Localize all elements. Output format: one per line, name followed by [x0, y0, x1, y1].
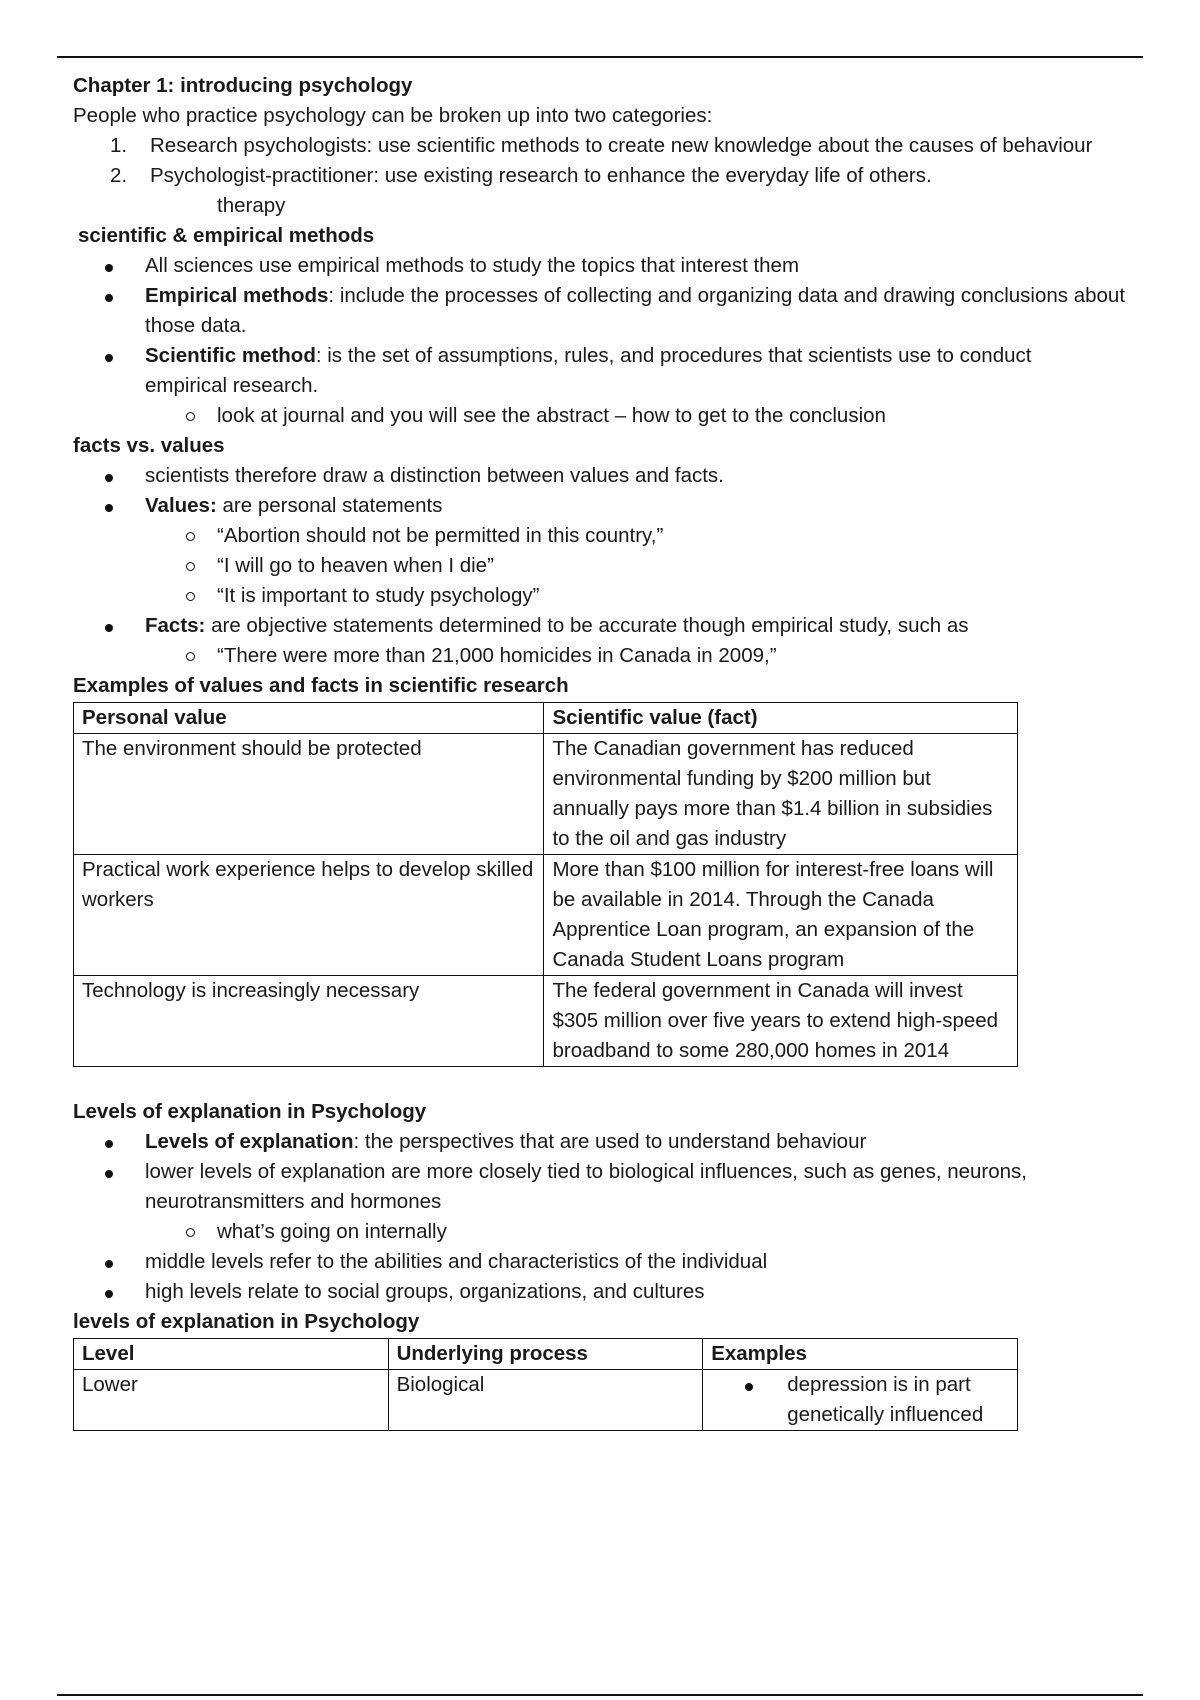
- circle-bullet-icon: [73, 521, 217, 551]
- top-rule: [57, 56, 1143, 58]
- column-header: Personal value: [74, 703, 544, 734]
- table-row: [74, 976, 1018, 1067]
- term: Scientific method: [145, 344, 316, 367]
- column-header: Scientific value (fact): [544, 703, 1018, 734]
- circle-bullet-icon: [73, 1217, 217, 1247]
- circle-bullet-icon: [73, 401, 217, 431]
- therapy-note: therapy: [217, 194, 286, 217]
- list-item: [73, 1217, 1183, 1247]
- column-header: Level: [74, 1339, 389, 1370]
- table-row: [74, 1370, 1018, 1431]
- bullet-text: All sciences use empirical methods to study the topics that interest them: [145, 254, 800, 277]
- table-cell: Biological: [388, 1370, 703, 1431]
- table-header-row: [74, 1339, 1018, 1370]
- table-cell: The Canadian government has reduced environmental funding by $200 million but annually pays more than $1.4 billion in subsidies to the oil and gas industry: [544, 734, 1018, 855]
- list-item: [73, 401, 1183, 431]
- list-item: [73, 461, 1183, 491]
- bullet-text: scientists therefore draw a distinction between values and facts.: [145, 464, 724, 487]
- bullet-icon: [73, 611, 145, 641]
- category-text: Psychologist-practitioner: use existing research to enhance the everyday life of others.: [150, 164, 932, 187]
- column-header: Examples: [703, 1339, 1018, 1370]
- list-item: [73, 581, 1183, 611]
- term: Levels of explanation: [145, 1130, 354, 1153]
- bullet-icon: [73, 1247, 145, 1277]
- bullet-text: [145, 1127, 1183, 1157]
- sub-bullet-text: “Abortion should not be permitted in this country,”: [217, 524, 664, 547]
- table-cell: Technology is increasingly necessary: [74, 976, 544, 1067]
- definition: are objective statements determined to be accurate though empirical study, such as: [205, 614, 969, 637]
- sub-bullet-text: “I will go to heaven when I die”: [217, 554, 494, 577]
- section-heading-scientific: scientific & empirical methods: [78, 224, 375, 247]
- list-item: [73, 1247, 1183, 1277]
- bullet-text: middle levels refer to the abilities and characteristics of the individual: [145, 1250, 768, 1273]
- bullet-icon: [73, 281, 145, 311]
- bullet-icon: [73, 341, 145, 371]
- sub-bullet-text: look at journal and you will see the abstract – how to get to the conclusion: [217, 404, 886, 427]
- list-item: [711, 1370, 1009, 1430]
- bullet-text: lower levels of explanation are more closely tied to biological influences, such as genes, neurons, neurotransmitters and hormones: [145, 1160, 1028, 1213]
- table-heading-values-facts: Examples of values and facts in scientific research: [73, 674, 569, 697]
- category-item-2: [73, 161, 1183, 191]
- list-number: 2.: [110, 164, 128, 187]
- bottom-rule: [57, 1694, 1143, 1696]
- table-cell: More than $100 million for interest-free loans will be available in 2014. Through the Canada Apprentice Loan program, an expansion of the Canada Student Loans program: [544, 855, 1018, 976]
- definition: are personal statements: [216, 494, 443, 517]
- table-cell: Practical work experience helps to develop skilled workers: [74, 855, 544, 976]
- sub-bullet-text: what’s going on internally: [217, 1220, 447, 1243]
- bullet-icon: [73, 1127, 145, 1157]
- bullet-text: [145, 281, 1183, 341]
- list-item: [73, 491, 1183, 521]
- bullet-icon: [73, 1277, 145, 1307]
- term: Values:: [145, 494, 217, 517]
- table-cell: Lower: [74, 1370, 389, 1431]
- term: Empirical methods: [145, 284, 329, 307]
- table-row: [74, 734, 1018, 855]
- circle-bullet-icon: [73, 641, 217, 671]
- document-body: [73, 71, 1183, 1431]
- bullet-icon: [73, 251, 145, 281]
- table-header-row: [74, 703, 1018, 734]
- list-item: [73, 1127, 1183, 1157]
- definition: : include the processes of collecting and organizing data and drawing conclusions about those data.: [145, 284, 1126, 337]
- list-item: [73, 1157, 1183, 1217]
- list-item: [73, 641, 1183, 671]
- bullet-icon: [73, 491, 145, 521]
- term: Facts:: [145, 614, 206, 637]
- bullet-icon: [73, 1157, 145, 1187]
- values-facts-table: [73, 702, 1018, 1067]
- bullet-text: [145, 341, 1183, 401]
- bullet-icon: [73, 461, 145, 491]
- list-number: 1.: [110, 134, 128, 157]
- list-item: [73, 251, 1183, 281]
- column-header: Underlying process: [388, 1339, 703, 1370]
- category-item-1: [73, 131, 1183, 161]
- list-item: [73, 521, 1183, 551]
- list-item: [73, 1277, 1183, 1307]
- circle-bullet-icon: [73, 581, 217, 611]
- intro-text: People who practice psychology can be broken up into two categories:: [73, 104, 713, 127]
- list-item: [73, 551, 1183, 581]
- bullet-text: [145, 491, 1183, 521]
- chapter-title: Chapter 1: introducing psychology: [73, 74, 413, 97]
- bullet-icon: [711, 1370, 787, 1430]
- levels-table: [73, 1338, 1018, 1431]
- spacer: [73, 1067, 1183, 1097]
- list-item: [73, 341, 1183, 401]
- definition: : the perspectives that are used to understand behaviour: [353, 1130, 867, 1153]
- table-cell: The federal government in Canada will invest $305 million over five years to extend high-speed broadband to some 280,000 homes in 2014: [544, 976, 1018, 1067]
- sub-bullet-text: “There were more than 21,000 homicides in Canada in 2009,”: [217, 644, 777, 667]
- table-cell: The environment should be protected: [74, 734, 544, 855]
- sub-bullet-text: “It is important to study psychology”: [217, 584, 540, 607]
- section-heading-levels: Levels of explanation in Psychology: [73, 1100, 427, 1123]
- table-row: [74, 855, 1018, 976]
- section-heading-facts: facts vs. values: [73, 434, 225, 457]
- list-item: [73, 611, 1183, 641]
- table-heading-levels: levels of explanation in Psychology: [73, 1310, 420, 1333]
- table-cell: [703, 1370, 1018, 1431]
- list-item: [73, 281, 1183, 341]
- category-text: Research psychologists: use scientific methods to create new knowledge about the causes of behaviour: [150, 134, 1093, 157]
- circle-bullet-icon: [73, 551, 217, 581]
- example-text: depression is in part genetically influenced: [787, 1373, 984, 1426]
- bullet-text: high levels relate to social groups, organizations, and cultures: [145, 1280, 705, 1303]
- bullet-text: [145, 611, 1183, 641]
- definition: : is the set of assumptions, rules, and procedures that scientists use to conduct empirical research.: [145, 344, 1032, 397]
